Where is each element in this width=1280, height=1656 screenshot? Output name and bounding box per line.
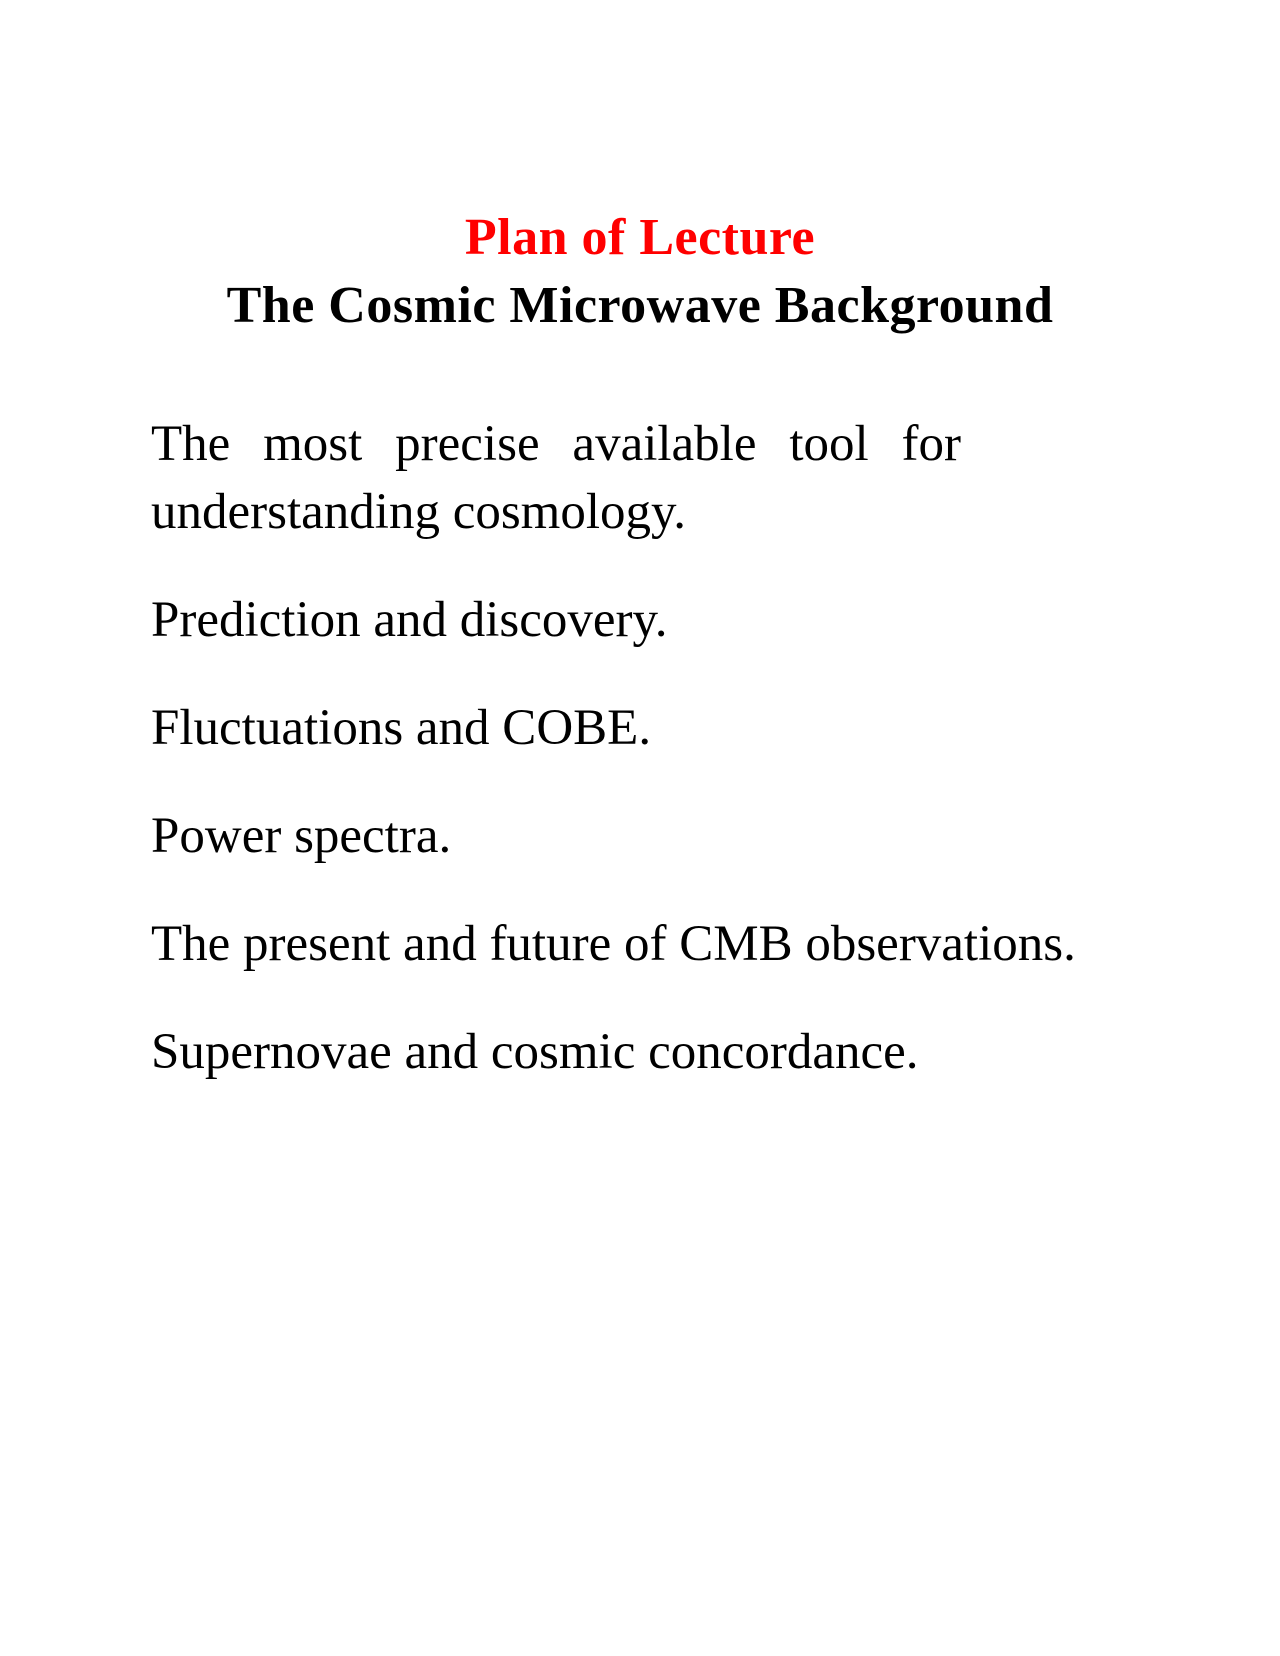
lecture-topic-item: Power spectra. xyxy=(151,808,452,864)
lecture-topic-item: The most precise available tool for understanding cosmology. xyxy=(151,416,961,540)
lecture-topic-item: Supernovae and cosmic concordance. xyxy=(151,1024,919,1080)
lecture-topics-list xyxy=(151,410,1151,1126)
lecture-plan-title: Plan of Lecture xyxy=(464,209,816,266)
lecture-subtitle: The Cosmic Microwave Background xyxy=(226,277,1054,334)
lecture-topic-item: The present and future of CMB observations. xyxy=(151,916,1076,972)
lecture-topic-item: Fluctuations and COBE. xyxy=(151,700,652,756)
lecture-topic-item: Prediction and discovery. xyxy=(151,592,668,648)
title-block xyxy=(0,208,1280,336)
